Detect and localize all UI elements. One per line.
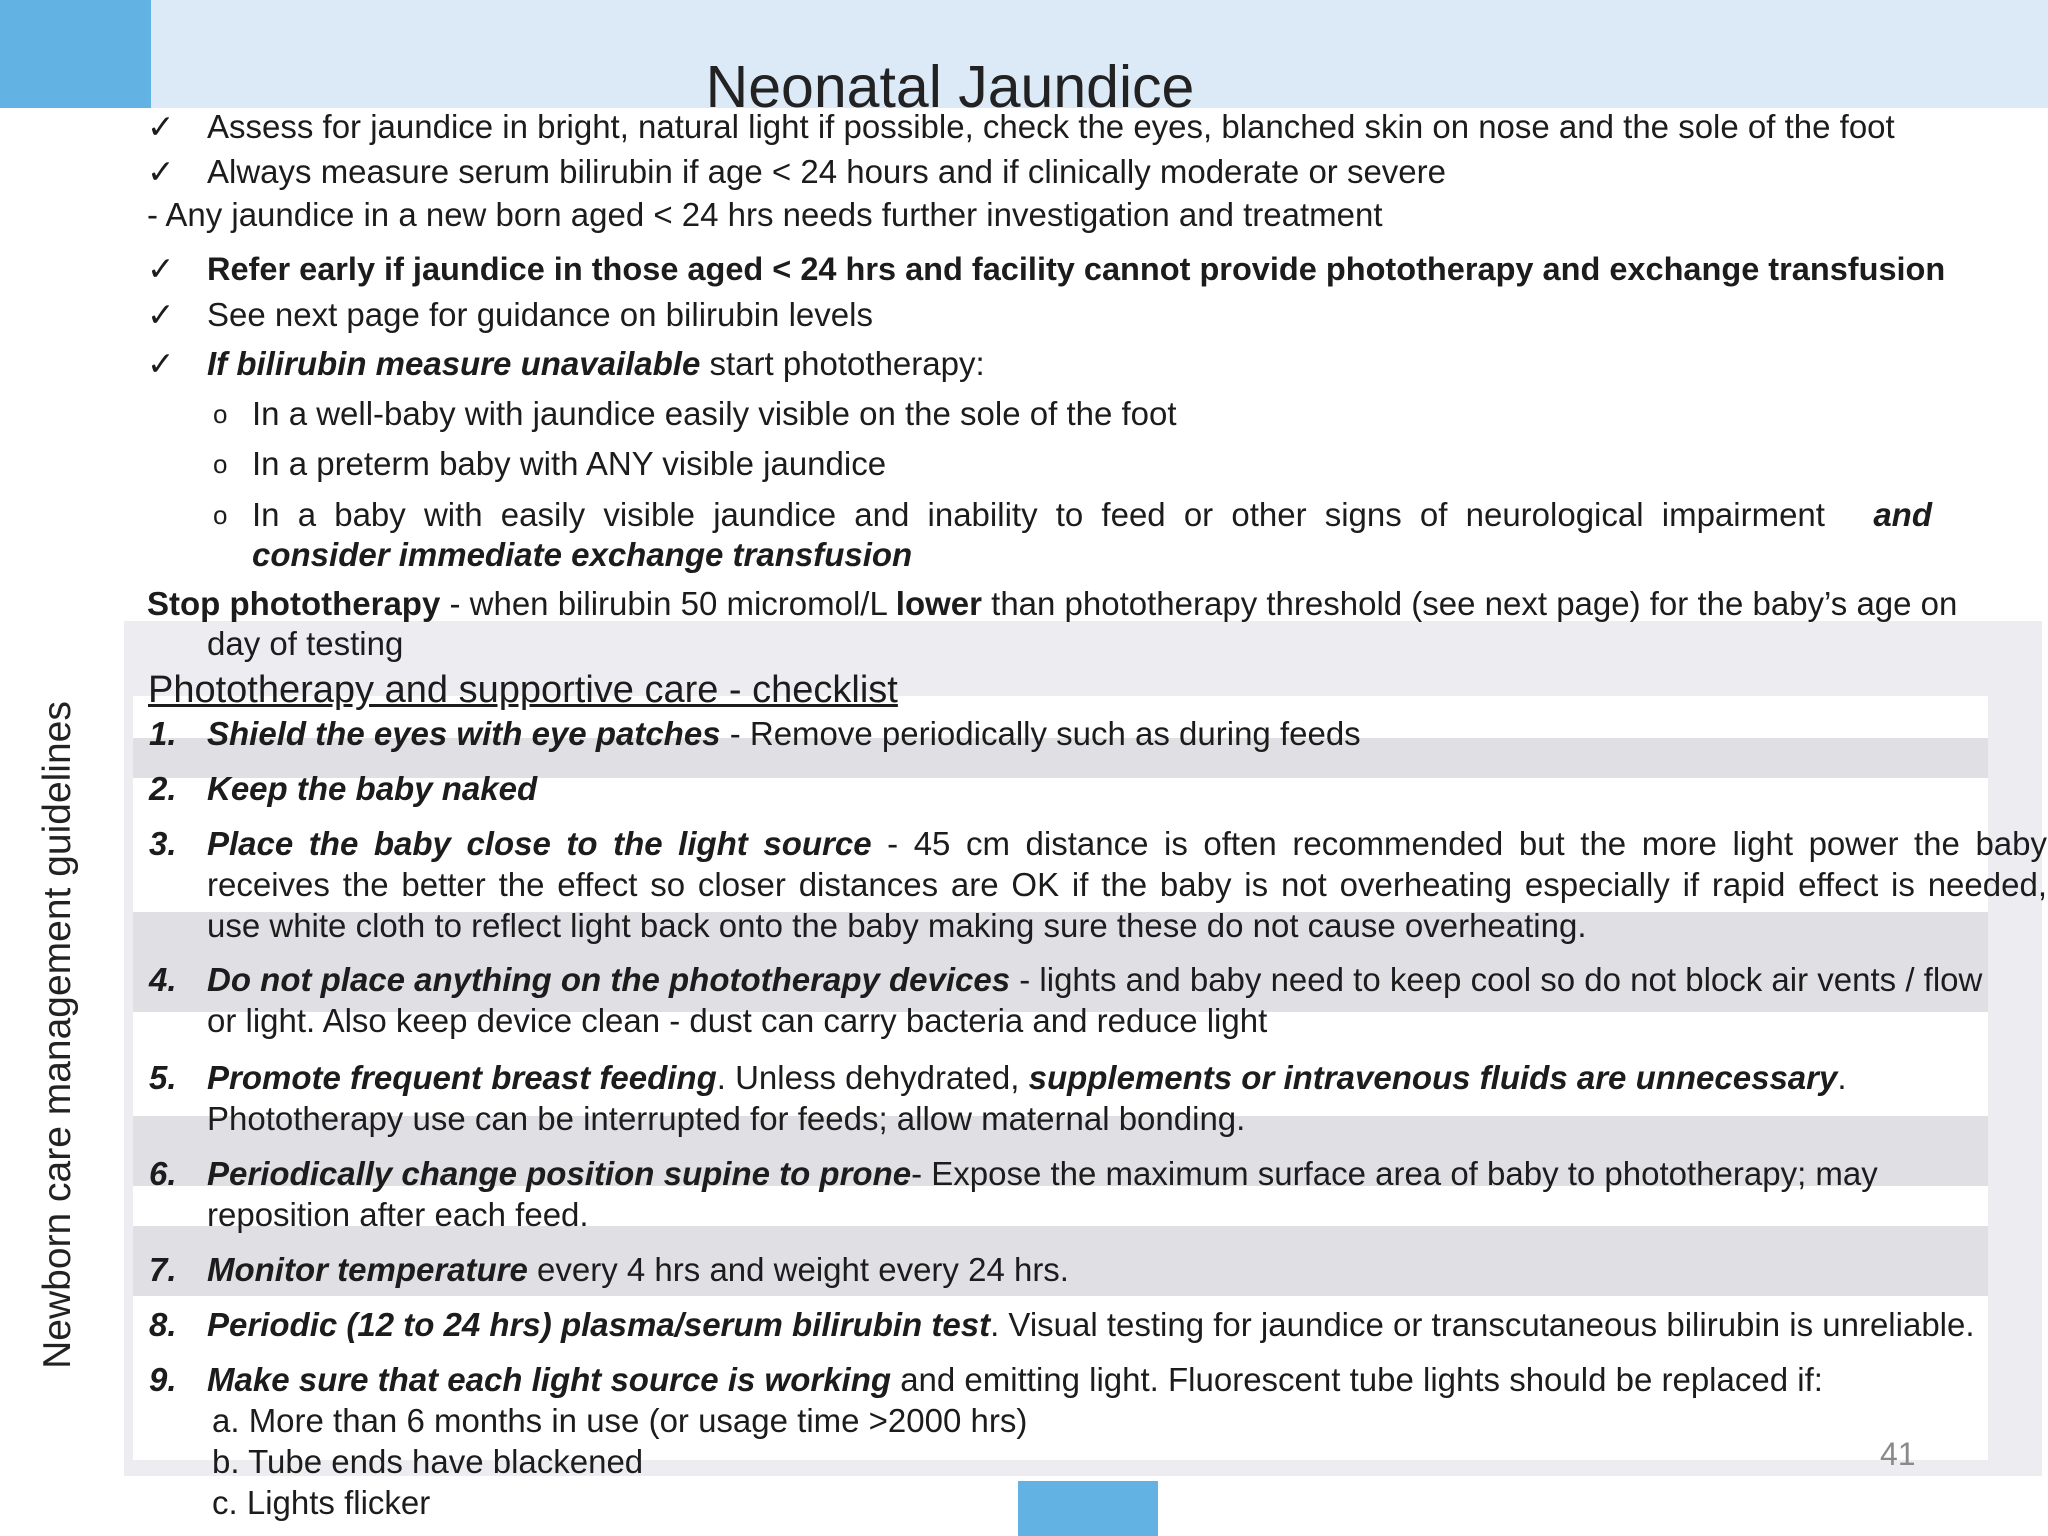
intro-item: Always measure serum bilirubin if age < 24 hours and if clinically moderate or severe xyxy=(207,153,1446,190)
bottom-accent-block xyxy=(1018,1481,1158,1536)
stop-mid: - when bilirubin 50 micromol/L xyxy=(440,585,896,622)
sub-item: In a well-baby with jaundice easily visible on the sole of the foot xyxy=(252,395,1177,432)
item-number: 5. xyxy=(149,1059,177,1096)
checklist-item-rest: - Remove periodically such as during feeds xyxy=(720,715,1361,752)
item-number: 4. xyxy=(149,961,177,998)
corner-accent-block xyxy=(0,0,151,108)
check-icon: ✓ xyxy=(147,153,175,190)
intro-item-unavailable-bold: If bilirubin measure unavailable xyxy=(207,345,701,382)
stop-rest: than phototherapy threshold (see next page) for the baby’s age on xyxy=(981,585,1958,622)
item-number: 1. xyxy=(149,715,177,752)
checklist-item-bold: Shield the eyes with eye patches xyxy=(207,715,721,752)
sub-item-text: In a baby with easily visible jaundice and inability to feed or other signs of neurological impairment xyxy=(252,496,1825,533)
checklist-sub-item: c. Lights flicker xyxy=(212,1484,431,1521)
check-icon: ✓ xyxy=(147,250,175,287)
item-number: 2. xyxy=(149,770,177,807)
checklist-sub-item: a. More than 6 months in use (or usage time >2000 hrs) xyxy=(212,1402,1028,1439)
item-number: 9. xyxy=(149,1361,177,1398)
checklist-item-bold: Promote frequent breast feeding xyxy=(207,1059,717,1096)
checklist-item xyxy=(207,714,1361,754)
item-number: 7. xyxy=(149,1251,177,1288)
checklist-item-bold: Make sure that each light source is working xyxy=(207,1361,892,1398)
check-icon: ✓ xyxy=(147,296,175,333)
checklist-item-rest: . Visual testing for jaundice or transcutaneous bilirubin is unreliable. xyxy=(990,1306,1975,1343)
intro-item-unavailable-rest: start phototherapy: xyxy=(700,345,985,382)
circle-bullet-icon: o xyxy=(213,500,228,530)
intro-item-refer: Refer early if jaundice in those aged < 24 hrs and facility cannot provide phototherapy and exchange transfusion xyxy=(207,251,1946,287)
sub-item-continued: consider immediate exchange transfusion xyxy=(252,536,913,573)
checklist-heading: Phototherapy and supportive care - checklist xyxy=(148,669,898,711)
item-number: 8. xyxy=(149,1306,177,1343)
circle-bullet-icon: o xyxy=(213,449,228,479)
sub-item xyxy=(252,495,1932,535)
check-icon: ✓ xyxy=(147,108,175,145)
item-number: 6. xyxy=(149,1155,177,1192)
stop-phototherapy-continued: day of testing xyxy=(207,625,404,662)
checklist-item-rest2: . xyxy=(1837,1059,1847,1096)
checklist-item-line: Phototherapy use can be interrupted for feeds; allow maternal bonding. xyxy=(207,1100,1246,1137)
checklist-item-bold2: supplements or intravenous fluids are unnecessary xyxy=(1028,1059,1838,1096)
checklist-item: Keep the baby naked xyxy=(207,770,538,807)
checklist-item-bold: Periodic (12 to 24 hrs) plasma/serum bilirubin test xyxy=(207,1306,991,1343)
circle-bullet-icon: o xyxy=(213,399,228,429)
checklist-item-line: or light. Also keep device clean - dust can carry bacteria and reduce light xyxy=(207,1002,1268,1039)
page-number: 41 xyxy=(1880,1436,1916,1472)
checklist-item-rest: - lights and baby need to keep cool so do not block air vents / flow xyxy=(1010,961,1983,998)
checklist-item xyxy=(207,1058,1847,1098)
sub-item-bold: and xyxy=(1873,496,1932,533)
stop-bold: Stop phototherapy xyxy=(147,585,441,622)
checklist-item xyxy=(207,824,2047,864)
checklist-item xyxy=(207,1360,1823,1400)
sub-item: In a preterm baby with ANY visible jaundice xyxy=(252,445,887,482)
checklist-item-rest: and emitting light. Fluorescent tube lights should be replaced if: xyxy=(891,1361,1823,1398)
checklist-item-line: use white cloth to reflect light back onto the baby making sure these do not cause overheating. xyxy=(207,907,1587,944)
side-label: Newborn care management guidelines xyxy=(36,701,79,1369)
checklist-item-bold: Do not place anything on the phototherapy devices xyxy=(207,961,1011,998)
checklist-item xyxy=(207,1305,1975,1345)
checklist-item-line: receives the better the effect so closer distances are OK if the baby is not overheating especially if rapid effect is needed, xyxy=(207,866,2047,903)
checklist-item-bold: Periodically change position supine to prone xyxy=(207,1155,912,1192)
checklist-item-rest: - Expose the maximum surface area of baby to phototherapy; may xyxy=(911,1155,1878,1192)
checklist-item-rest: . Unless dehydrated, xyxy=(716,1059,1029,1096)
checklist-sub-item: b. Tube ends have blackened xyxy=(212,1443,644,1480)
checklist-item-bold: Monitor temperature xyxy=(207,1251,528,1288)
stop-bold2: lower xyxy=(895,585,982,622)
checklist-item-rest: every 4 hrs and weight every 24 hrs. xyxy=(527,1251,1069,1288)
stop-phototherapy xyxy=(147,584,1957,624)
intro-item-unavailable xyxy=(207,344,985,384)
checklist-item-rest: - 45 cm distance is often recommended but the more light power the baby xyxy=(871,825,2047,862)
checklist-item-line: reposition after each feed. xyxy=(207,1196,589,1233)
checklist-item-bold: Place the baby close to the light source xyxy=(207,825,872,862)
checklist-item xyxy=(207,960,1982,1000)
item-number: 3. xyxy=(149,825,177,862)
page-title: Neonatal Jaundice xyxy=(705,54,1195,120)
checklist-item xyxy=(207,1250,1069,1290)
intro-note: - Any jaundice in a new born aged < 24 hrs needs further investigation and treatment xyxy=(147,196,1383,233)
check-icon: ✓ xyxy=(147,345,175,382)
intro-item: See next page for guidance on bilirubin levels xyxy=(207,296,873,333)
intro-item: Assess for jaundice in bright, natural light if possible, check the eyes, blanched skin on nose and the sole of the foot xyxy=(207,108,1895,145)
checklist-item xyxy=(207,1154,1878,1194)
